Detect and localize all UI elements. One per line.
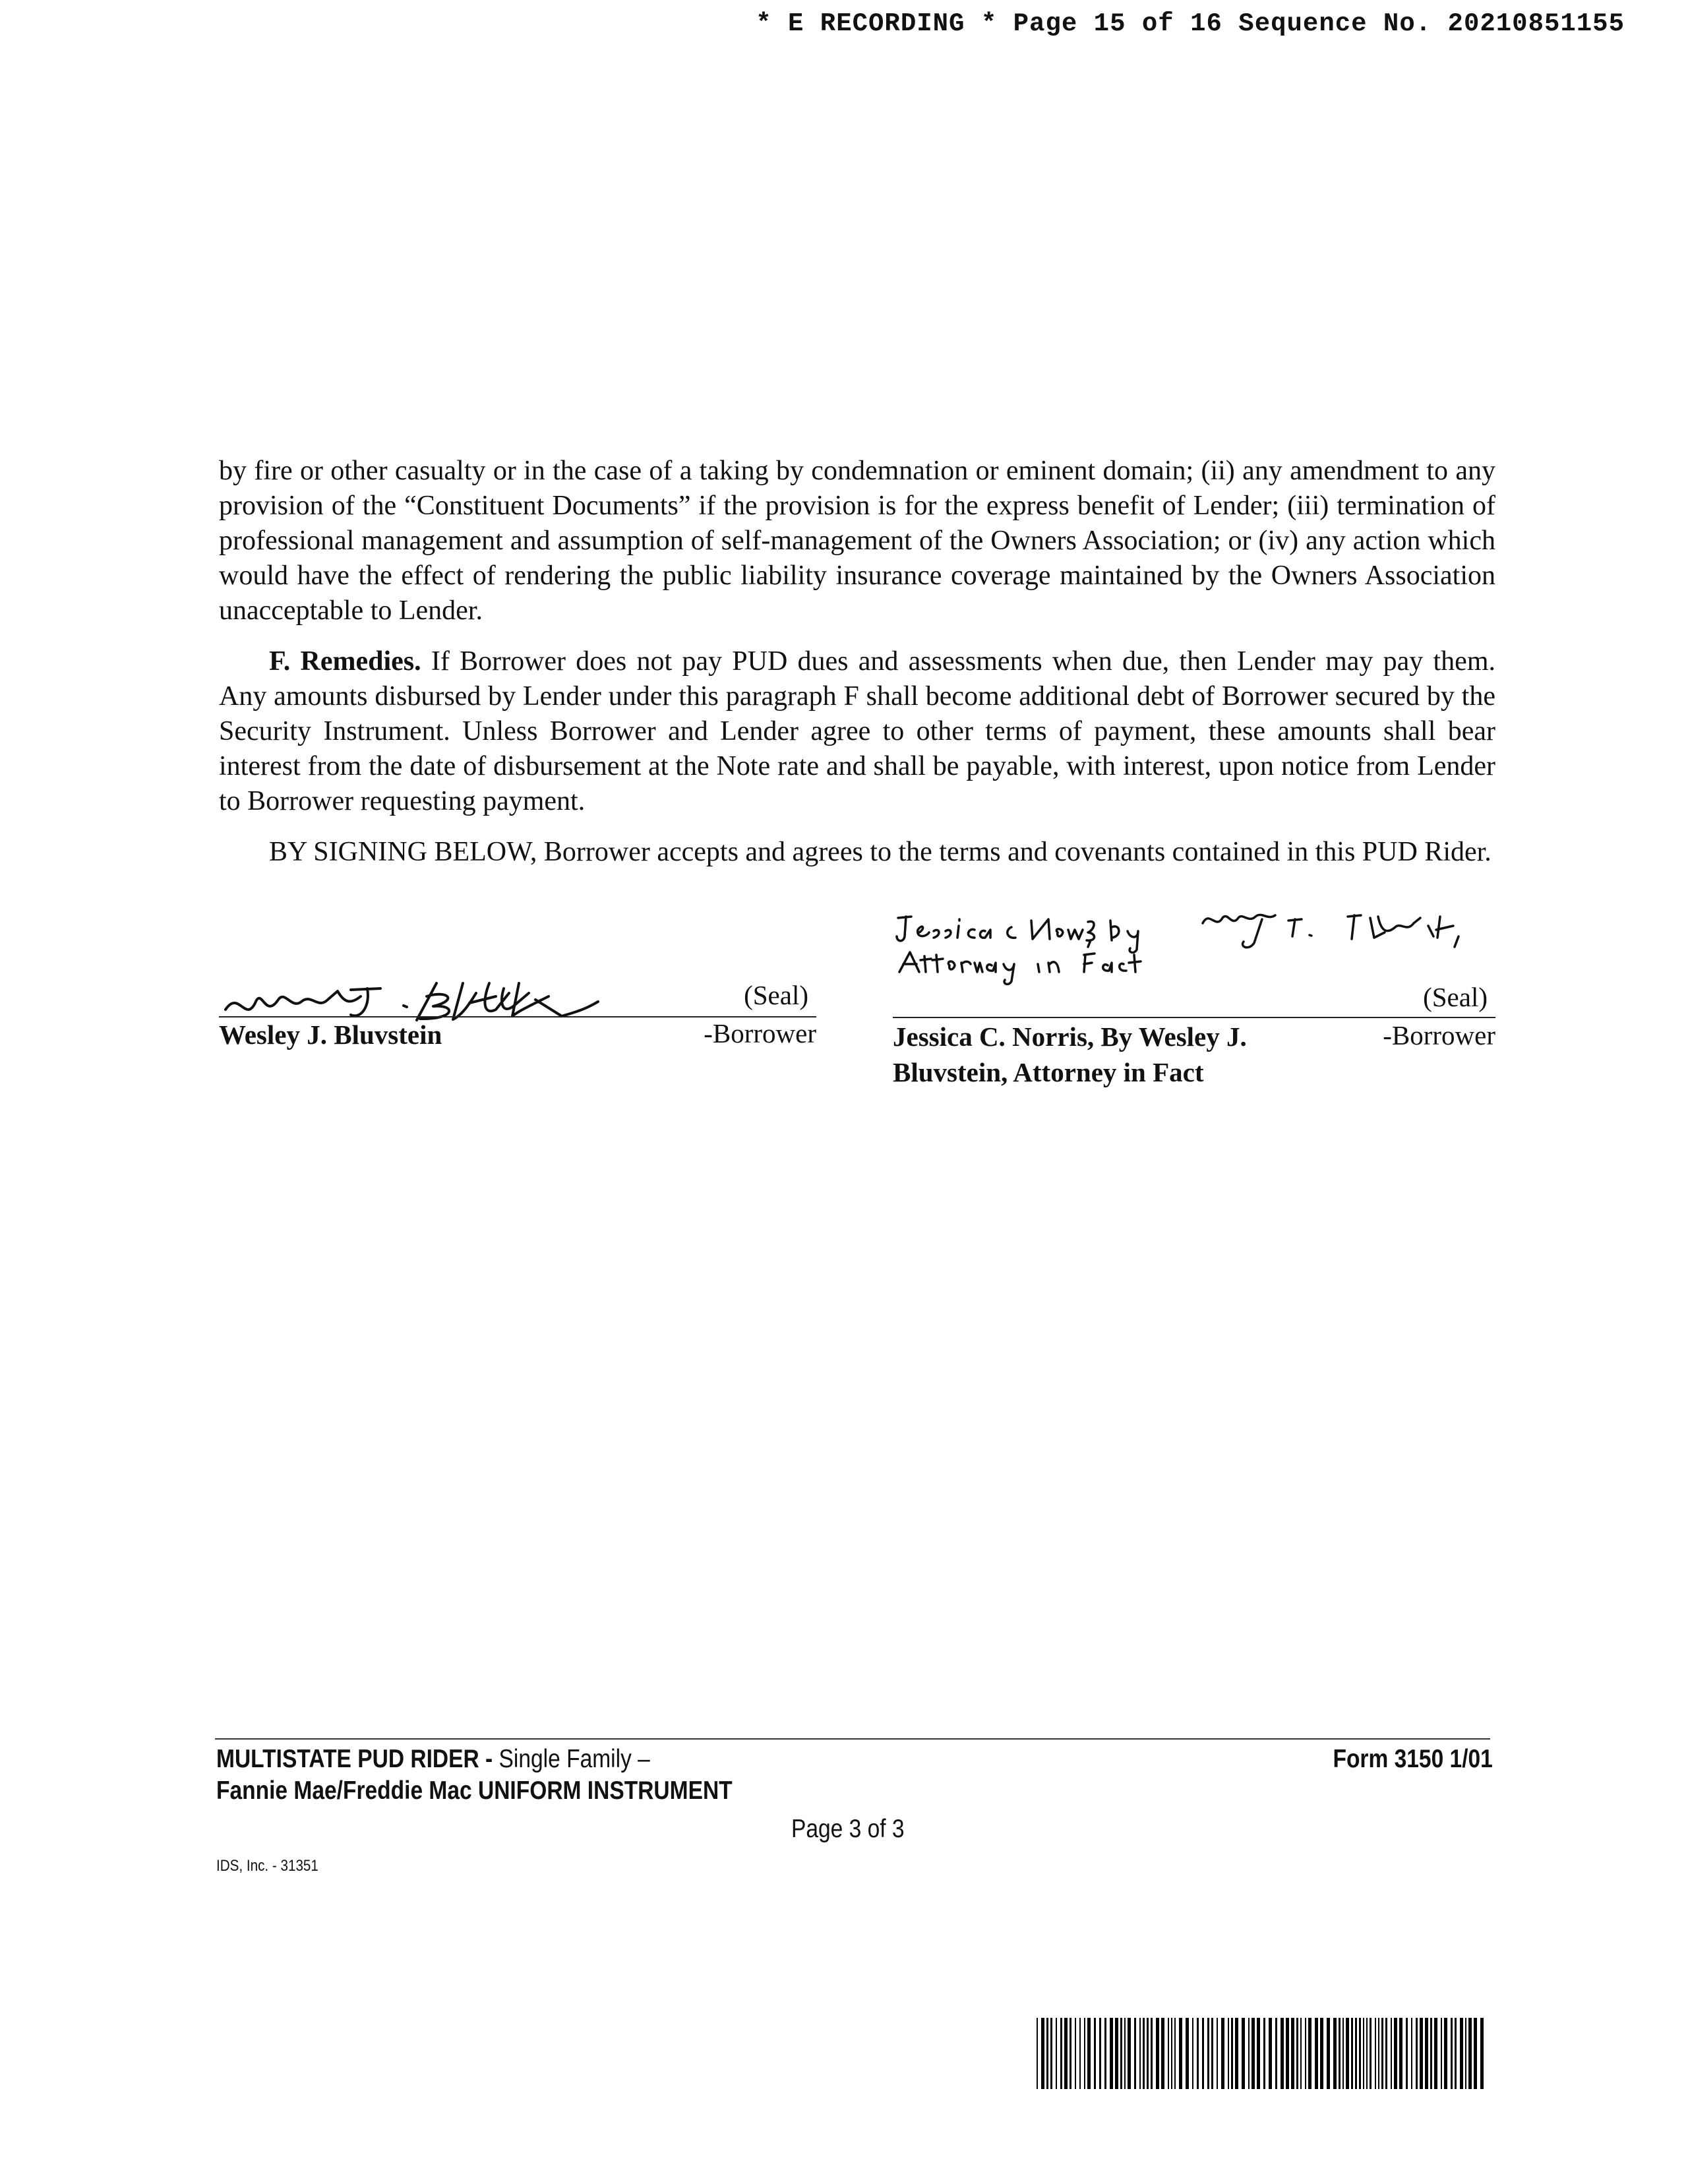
borrower-name: Wesley J. Bluvstein: [219, 1019, 442, 1050]
barcode-bar: [1217, 2018, 1218, 2089]
borrower-name-line-2: Bluvstein, Attorney in Fact: [893, 1057, 1204, 1087]
barcode-bar: [1291, 2018, 1294, 2089]
footer-divider: [215, 1738, 1490, 1740]
barcode-bar: [1124, 2018, 1126, 2089]
barcode-bar: [1070, 2018, 1071, 2089]
barcode-bar: [1455, 2018, 1457, 2089]
barcode-bar: [1411, 2018, 1412, 2089]
barcode-bar: [1359, 2018, 1361, 2089]
form-instrument: Fannie Mae/Freddie Mac UNIFORM INSTRUMENT: [216, 1776, 733, 1805]
barcode-bar: [1037, 2018, 1038, 2089]
barcode-bar: [1128, 2018, 1131, 2089]
barcode-bar: [1263, 2018, 1265, 2089]
barcode-bar: [1094, 2018, 1096, 2089]
barcode-bar: [1465, 2018, 1466, 2089]
form-title-rest: Single Family –: [498, 1745, 650, 1773]
barcode-bar: [1460, 2018, 1463, 2089]
barcode-bar: [1207, 2018, 1209, 2089]
barcode-bar: [1420, 2018, 1423, 2089]
barcode-bar: [1197, 2018, 1199, 2089]
paragraph-continued: by fire or other casualty or in the case of a taking by condemnation or eminent domain; (ii) any amendment to any provision of the “Constituent Documents” if the provision is for the express benefit of Lender; (iii) termination of professional management and assumption of self-management of the Owners Association; or (iv) any action which would have the effect of rendering the public liability insurance coverage maintained by the Owners Association unacceptable to Lender.: [219, 456, 1495, 626]
barcode-bar: [1151, 2018, 1153, 2089]
barcode-bar: [1046, 2018, 1048, 2089]
barcode-bar: [1474, 2018, 1477, 2089]
barcode-bar: [1139, 2018, 1141, 2089]
barcode-bar: [1339, 2018, 1341, 2089]
barcode-bar: [1147, 2018, 1149, 2089]
barcode-bar: [1468, 2018, 1472, 2089]
barcode-bar: [1399, 2018, 1402, 2089]
barcode-bar: [1161, 2018, 1164, 2089]
barcode-bar: [1296, 2018, 1298, 2089]
barcode-bar: [1434, 2018, 1437, 2089]
barcode-bar: [1346, 2018, 1349, 2089]
barcode-bar: [1366, 2018, 1368, 2089]
barcode-bar: [1375, 2018, 1376, 2089]
barcode-bar: [1221, 2018, 1224, 2089]
barcode-bar: [1351, 2018, 1353, 2089]
barcode-bar: [1242, 2018, 1245, 2089]
barcode-bar: [1171, 2018, 1172, 2089]
signature-block-borrower-1: [219, 940, 816, 1050]
barcode-bar: [1391, 2018, 1392, 2089]
barcode-bar: [1320, 2018, 1323, 2089]
barcode-bar: [1120, 2018, 1122, 2089]
handwritten-signature: [893, 903, 1495, 989]
barcode-bar: [1231, 2018, 1233, 2089]
barcode-bar: [1202, 2018, 1204, 2089]
paragraph-signing: BY SIGNING BELOW, Borrower accepts and agrees to the terms and covenants contained in this PUD Rider.: [269, 837, 1492, 867]
barcode-bar: [1192, 2018, 1193, 2089]
barcode-bar: [1342, 2018, 1344, 2089]
barcode-bar: [1134, 2018, 1136, 2089]
barcode-bar: [1251, 2018, 1255, 2089]
barcode-bar: [1084, 2018, 1085, 2089]
barcode-bar: [1179, 2018, 1182, 2089]
barcode-bar: [1441, 2018, 1442, 2089]
barcode-bar: [1430, 2018, 1432, 2089]
barcode-bar: [1425, 2018, 1428, 2089]
barcode-bar: [1308, 2018, 1311, 2089]
barcode-bar: [1104, 2018, 1106, 2089]
barcode-bar: [1381, 2018, 1383, 2089]
seal-label: (Seal): [744, 980, 808, 1010]
barcode-bar: [1281, 2018, 1284, 2089]
barcode-bar: [1327, 2018, 1330, 2089]
barcode-bar: [1115, 2018, 1118, 2089]
barcode-bar: [1235, 2018, 1238, 2089]
barcode-bar: [1480, 2018, 1484, 2089]
barcode-bar: [1050, 2018, 1052, 2089]
recording-header: * E RECORDING * Page 15 of 16 Sequence No. 20210851155: [756, 9, 1625, 38]
barcode-bar: [1370, 2018, 1372, 2089]
ids-code: IDS, Inc. - 31351: [216, 1857, 318, 1875]
barcode-bar: [1143, 2018, 1145, 2089]
barcode-bar: [1275, 2018, 1277, 2089]
barcode-bar: [1087, 2018, 1091, 2089]
barcode-bar: [1355, 2018, 1357, 2089]
barcode-bar: [1444, 2018, 1447, 2089]
form-number: Form 3150 1/01: [1333, 1745, 1493, 1773]
barcode-bar: [1110, 2018, 1113, 2089]
barcode-bar: [1056, 2018, 1057, 2089]
barcode-bar: [1174, 2018, 1176, 2089]
barcode-bar: [1228, 2018, 1229, 2089]
barcode: [1037, 2018, 1489, 2089]
seal-label: (Seal): [1423, 982, 1488, 1012]
barcode-bar: [1305, 2018, 1306, 2089]
signature-line: [893, 1017, 1495, 1018]
barcode-bar: [1300, 2018, 1302, 2089]
borrower-role: -Borrower: [1383, 1020, 1495, 1050]
barcode-bar: [1378, 2018, 1379, 2089]
signature-block-borrower-2: [893, 903, 1495, 1101]
barcode-bar: [1394, 2018, 1397, 2089]
barcode-bar: [1075, 2018, 1076, 2089]
barcode-bar: [1211, 2018, 1213, 2089]
barcode-bar: [1451, 2018, 1453, 2089]
barcode-bar: [1269, 2018, 1272, 2089]
paragraph-remedies: [219, 644, 1495, 819]
document-body: [219, 454, 1495, 886]
barcode-bar: [1333, 2018, 1337, 2089]
form-title: [216, 1745, 650, 1774]
barcode-bar: [1041, 2018, 1044, 2089]
barcode-bar: [1186, 2018, 1189, 2089]
barcode-bar: [1416, 2018, 1418, 2089]
barcode-bar: [1060, 2018, 1062, 2089]
borrower-name-line-1: Jessica C. Norris, By Wesley J.: [893, 1021, 1247, 1052]
barcode-bar: [1257, 2018, 1260, 2089]
barcode-bar: [1363, 2018, 1364, 2089]
page-number: Page 3 of 3: [791, 1815, 905, 1843]
remedies-heading: F. Remedies.: [269, 646, 421, 677]
barcode-bar: [1156, 2018, 1159, 2089]
remedies-text: If Borrower does not pay PUD dues and assessments when due, then Lender may pay them. Any amounts disbursed by Lender under this paragraph F shall become additional debt of Borrower secured by the Security Instrument. Unless Borrower and Lender agree to other terms of payment, these amounts shall bear interest from the date of disbursement at the Note rate and shall be payable, with interest, upon notice from Lender to Borrower requesting payment.: [219, 646, 1495, 816]
barcode-bar: [1079, 2018, 1081, 2089]
borrower-role: -Borrower: [704, 1018, 816, 1048]
barcode-bar: [1248, 2018, 1250, 2089]
barcode-bar: [1406, 2018, 1408, 2089]
barcode-bar: [1064, 2018, 1068, 2089]
form-title-bold: MULTISTATE PUD RIDER -: [216, 1745, 499, 1773]
barcode-bar: [1315, 2018, 1318, 2089]
barcode-bar: [1099, 2018, 1101, 2089]
barcode-bar: [1286, 2018, 1289, 2089]
barcode-bar: [1385, 2018, 1387, 2089]
barcode-bar: [1168, 2018, 1169, 2089]
